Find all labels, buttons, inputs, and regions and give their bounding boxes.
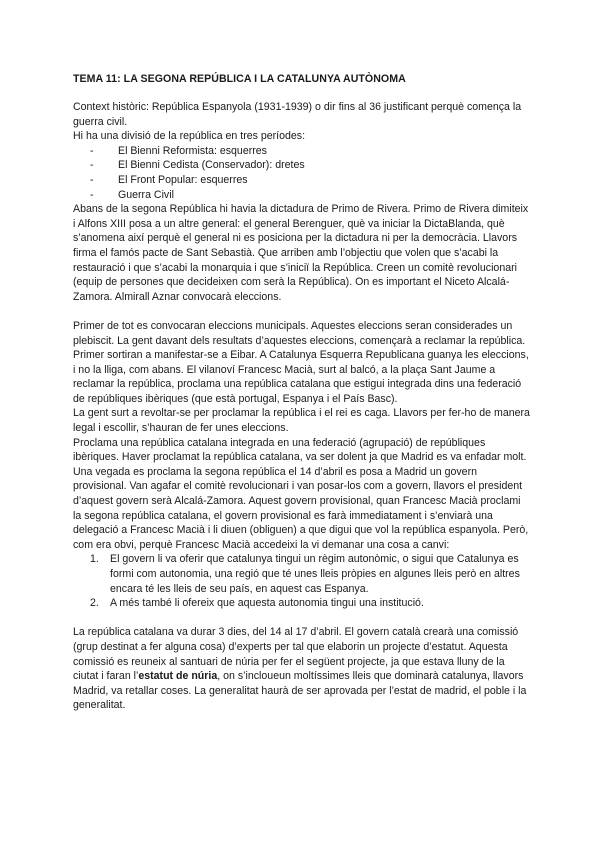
list-item bbox=[90, 552, 531, 596]
document-page bbox=[73, 72, 531, 713]
spacer bbox=[73, 86, 531, 100]
conditions-list bbox=[73, 552, 531, 610]
paragraph-before-republic: Abans de la segona República hi havia la dictadura de Primo de Rivera. Primo de Rivera dimiteix i Alfons XIII posa a un altre general: el general Berenguer, què va iniciar la DictaBlanda, què s’anomena així perquè el general ni es posiciona per la dictadura ni per la democràcia. Llavors firma el famós pacte de Sant Sebastià. Que arriben amb l’objectiu que volen que s’acabi la restauració i que s’acabi la monarquia i que s’iniciï la República. Creen un comitè revolucionari (equip de persones que decideixen com serà la República). On es important el Niceto Alcalá-Zamora. Almirall Aznar convocarà eleccions. bbox=[73, 203, 529, 303]
list-item bbox=[90, 596, 531, 611]
paragraph-elections: Primer de tot es convocaran eleccions municipals. Aquestes eleccions seran considerades un plebiscit. La gent davant dels resultats d’aquestes eleccions, començarà a reclamar la república. Primer sortiran a manifestar-se a Eibar. A Catalunya Esquerra Republicana guanya les eleccions, i no la lliga, com abans. El vilanoví Francesc Macià, surt al balcó, a la plaça Sant Jaume a reclamar la república, proclama una república catalana que estigui integrada dins una federació de repúbliques ibèriques (que està portugal, Espanya i el País Basc). bbox=[73, 319, 529, 405]
spacer bbox=[73, 304, 531, 319]
paragraph-revolt: La gent surt a revoltar-se per proclamar la república i el rei es caga. Llavors per fer-ho de manera legal i escollir, s’hauran de fer unes eleccions. bbox=[73, 407, 530, 435]
paragraph-final bbox=[73, 625, 531, 713]
division-intro: Hi ha una divisió de la república en tres períodes: bbox=[73, 130, 306, 143]
final-text-part2: , on s’incloueun moltíssimes lleis que dominarà catalunya, llavors Madrid, va retallar coses. La generalitat haurà de ser aprovada per l’estat de madrid, el poble i la generalitat. bbox=[73, 670, 527, 712]
list-item: - El Bienni Reformista: esquerres bbox=[90, 144, 531, 159]
list-item: - El Front Popular: esquerres bbox=[90, 173, 531, 188]
paragraph-republic-proclaimed: Una vegada es proclama la segona república el 14 d’abril es posa a Madrid un govern provisional. Van agafar el comitè revolucionari i van posar-los com a govern, llavors el president d’aquest govern serà Alcalá-Zamora. Aquest govern provisional, quan Francesc Macià proclami la segona república catalana, el govern provisional es farà immediatament i s’enviarà una delegació a Francesc Macià i li diuen (obliguen) a que digui que vol la república espanyola. Però, com era obvi, perquè Francesc Macià accedeixi la vi demanar una cosa a canvi: bbox=[73, 465, 529, 551]
statute-highlight: estatut de núria bbox=[138, 670, 218, 683]
list-text: El govern li va oferir que catalunya tingui un règim autonòmic, o sigui que Catalunya es formi com autonomia, una regió que té unes lleis pròpies en algunes lleis però en altres encara té les lleis de seu país, en aquest cas Espanya. bbox=[110, 553, 520, 595]
list-number: 2. bbox=[90, 597, 99, 610]
list-text: A més també li ofereix que aquesta autonomia tingui una institució. bbox=[110, 597, 424, 610]
list-item: - El Bienni Cedista (Conservador): dretes bbox=[90, 158, 531, 173]
document-title: TEMA 11: LA SEGONA REPÚBLICA I LA CATALUNYA AUTÒNOMA bbox=[73, 73, 406, 85]
list-number: 1. bbox=[90, 553, 99, 566]
spacer bbox=[73, 611, 531, 626]
periods-list bbox=[73, 144, 531, 202]
context-paragraph: Context històric: República Espanyola (1931-1939) o dir fins al 36 justificant perquè comença la guerra civil. bbox=[73, 101, 522, 128]
paragraph-catalan-republic: Proclama una república catalana integrada en una federació (agrupació) de repúbliques ibèriques. Haver proclamat la república catalana, va ser dolent ja que Madrid es va enfadar molt. bbox=[73, 436, 527, 464]
list-item: - Guerra Civil bbox=[90, 188, 531, 203]
final-text-part1: La república catalana va durar 3 dies, del 14 al 17 d’abril. El govern català crearà una comissió (grup destinat a fer alguna cosa) d’experts per tal que elaborin un projecte d’estatut. Aquesta comissió es reuneix al santuari de núria per fer el següent projecte, ja que estava lluny de la ciutat i faran l’ bbox=[73, 626, 519, 683]
